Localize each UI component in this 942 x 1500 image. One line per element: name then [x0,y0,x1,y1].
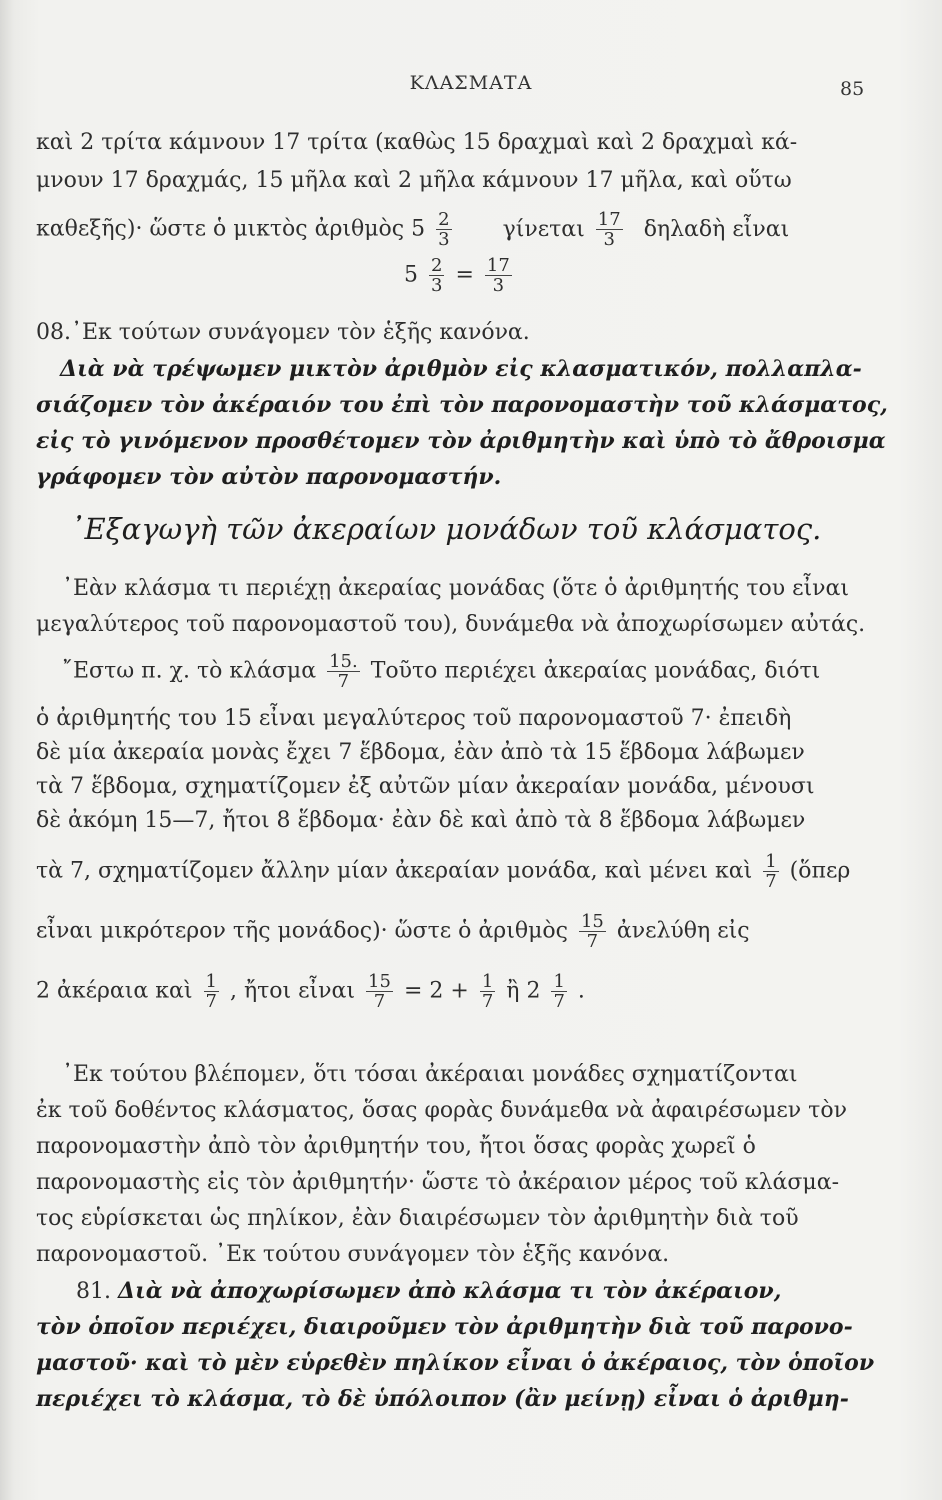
text-span: ἀνελύθη εἰς [616,918,750,944]
text-span: , ἤτοι εἶναι [229,978,356,1004]
text-line: δὲ μία ἀκεραία μονὰς ἔχει 7 ἕβδομα, ἐὰν ἀπὸ τὰ 15 ἕβδομα λάβωμεν [36,740,805,765]
text-span: . [577,978,585,1004]
numerator: 17 [486,255,510,276]
fraction [366,972,393,1011]
rule-line: Διὰ νὰ τρέψωμεν μικτὸν ἀριθμὸν εἰς κλασματικόν, πολλαπλα- [60,356,862,382]
text-line [36,852,906,891]
numerator: 15 [580,911,604,932]
text-span: ῎Εστω π. χ. τὸ κλάσμα [62,658,317,684]
whole-number: 5 [404,262,418,288]
text-span: (ὅπερ [789,858,851,884]
fraction [485,256,512,295]
text-line: 08.᾿Εκ τούτων συνάγομεν τὸν ἑξῆς κανόνα. [36,320,530,345]
paragraph-number: 81. [76,1279,111,1304]
denominator: 7 [765,871,777,892]
rule-line: σιάζομεν τὸν ἀκέραιόν του ἐπὶ τὸν παρονομαστὴν τοῦ κλάσματος, [36,392,888,418]
numerator: 15. [329,651,358,672]
denominator: 7 [553,991,565,1012]
text-span: Διὰ νὰ ἀποχωρίσωμεν ἀπὸ κλάσμα τι τὸν ἀκέραιον, [118,1278,782,1304]
fraction [579,912,606,951]
numerator: 2 [431,255,443,276]
text-span: εἶναι μικρότερον τῆς μονάδος)· ὥστε ὁ ἀριθμὸς [36,918,568,944]
text-line [36,912,906,951]
numerator: 15 [368,971,391,992]
text-line [62,652,906,691]
text-line: παρονομαστοῦ. ᾿Εκ τούτου συνάγομεν τὸν ἑξῆς κανόνα. [36,1242,670,1267]
text-span: καθεξῆς)· ὥστε ὁ μικτὸς ἀριθμὸς 5 [36,216,426,242]
denominator: 7 [481,991,494,1012]
rule-line: εἰς τὸ γινόμενον προσθέτομεν τὸν ἀριθμητὴν καὶ ὑπὸ τὸ ἄθροισμα [36,428,886,454]
fraction [204,972,219,1011]
text-line: ὁ ἀριθμητής του 15 εἶναι μεγαλύτερος τοῦ παρονομαστοῦ 7· ἐπειδὴ [36,706,792,731]
fraction [429,256,444,295]
fraction [596,210,623,249]
text-line: καὶ 2 τρίτα κάμνουν 17 τρίτα (καθὼς 15 δραχμαὶ καὶ 2 δραχμαὶ κά- [36,130,798,155]
rule-line: περιέχει τὸ κλάσμα, τὸ δὲ ὑπόλοιπον (ἂν μείνῃ) εἶναι ὁ ἀριθμη- [36,1386,849,1412]
numerator: 2 [438,209,450,230]
text-line: ἐκ τοῦ δοθέντος κλάσματος, ὅσας φορὰς δυνάμεθα νὰ ἀφαιρέσωμεν τὸν [36,1098,847,1123]
text-span: 2 ἀκέραια καὶ [36,978,193,1004]
text-line: ᾿Εὰν κλάσμα τι περιέχῃ ἀκεραίας μονάδας (ὅτε ὁ ἀριθμητής του εἶναι [62,576,849,601]
equation [404,256,516,295]
denominator: 3 [603,229,615,250]
text-span: δηλαδὴ εἶναι [643,216,790,242]
text-line [36,210,906,249]
denominator: 3 [431,275,443,296]
text-line: παρονομαστὴς εἰς τὸν ἀριθμητήν· ὥστε τὸ ἀκέραιον μέρος τοῦ κλάσμα- [36,1170,840,1195]
text-span: Τοῦτο περιέχει ἀκεραίας μονάδας, διότι [370,658,821,684]
fraction [551,972,566,1011]
fraction [763,852,778,891]
text-line: παρονομαστὴν ἀπὸ τὸν ἀριθμητήν του, ἤτοι ὅσας φορὰς χωρεῖ ὁ [36,1134,756,1159]
text-span: ἢ 2 [506,978,541,1004]
text-line [36,972,906,1011]
numerator: 17 [597,209,621,230]
rule-line: τὸν ὁποῖον περιέχει, διαιροῦμεν τὸν ἀριθμητὴν διὰ τοῦ παρονο- [36,1314,853,1340]
fraction [480,972,495,1011]
text-line: μνουν 17 δραχμάς, 15 μῆλα καὶ 2 μῆλα κάμνουν 17 μῆλα, καὶ οὕτω [36,168,792,193]
denominator: 3 [438,229,450,250]
fraction [436,210,451,249]
text-line: τος εὑρίσκεται ὡς πηλίκον, ἐὰν διαιρέσωμεν τὸν ἀριθμητὴν διὰ τοῦ [36,1206,799,1231]
running-header: ΚΛΑΣΜΑΤΑ [409,72,533,94]
numerator: 1 [481,971,494,992]
numerator: 1 [765,851,777,872]
equals-sign: = [455,262,474,288]
numerator: 1 [205,971,217,992]
text-span: = 2 + [403,978,469,1004]
denominator: 7 [373,991,386,1012]
rule-line [76,1276,906,1307]
page-number: 85 [840,78,865,100]
fraction [327,652,360,691]
rule-line: μαστοῦ· καὶ τὸ μὲν εὑρεθὲν πηλίκον εἶναι ὁ ἀκέραιος, τὸν ὁποῖον [36,1350,875,1376]
denominator: 3 [492,275,505,296]
text-span: τὰ 7, σχηματίζομεν ἄλλην μίαν ἀκεραίαν μονάδα, καὶ μένει καὶ [36,858,753,884]
text-line: ᾿Εκ τούτου βλέπομεν, ὅτι τόσαι ἀκέραιαι μονάδες σχηματίζονται [62,1062,798,1087]
denominator: 7 [337,671,350,692]
denominator: 7 [586,931,599,952]
section-heading: ᾿Εξαγωγὴ τῶν ἀκεραίων μονάδων τοῦ κλάσματος. [70,512,822,546]
text-line: δὲ ἀκόμη 15—7, ἤτοι 8 ἕβδομα· ἐὰν δὲ καὶ ἀπὸ τὰ 8 ἕβδομα λάβωμεν [36,808,806,833]
text-line: τὰ 7 ἕβδομα, σχηματίζομεν ἐξ αὐτῶν μίαν ἀκεραίαν μονάδα, μένουσι [36,774,815,799]
text-span: γίνεται [502,216,585,242]
denominator: 7 [205,991,217,1012]
numerator: 1 [553,971,565,992]
rule-line: γράφομεν τὸν αὐτὸν παρονομαστήν. [36,464,502,490]
text-line: μεγαλύτερος τοῦ παρονομαστοῦ του), δυνάμεθα νὰ ἀποχωρίσωμεν αὐτάς. [36,612,866,637]
